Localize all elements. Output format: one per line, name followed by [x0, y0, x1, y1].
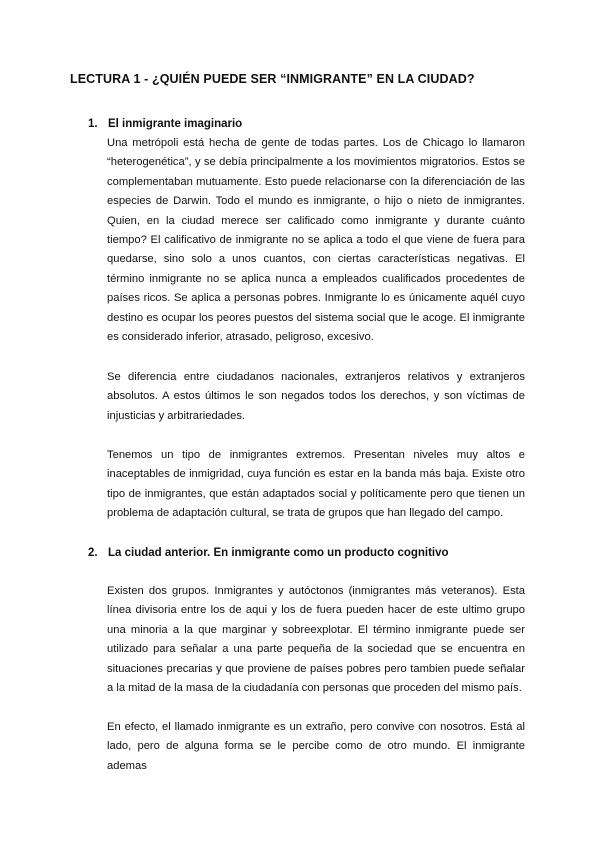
section-1-paragraph-2: Se diferencia entre ciudadanos nacionales, extranjeros relativos y extranjeros absolutos. A estos últimos le son negados todos los derechos, y son víctimas de injusticias y arbitrariedades. [107, 371, 525, 422]
section-2-number: 2. [88, 547, 98, 559]
section-1-heading [88, 118, 242, 130]
section-1-paragraph-3: Tenemos un tipo de inmigrantes extremos. Presentan niveles muy altos e inaceptables de inmigridad, cuya función es estar en la banda más baja. Existe otro tipo de inmigrantes, que están adaptados social y políticamente pero que tienen un problema de adaptación cultural, se trata de grupos que han llegado del campo. [107, 449, 525, 520]
section-1-number: 1. [88, 118, 98, 130]
section-2-paragraph-2: En efecto, el llamado inmigrante es un extraño, pero convive con nosotros. Está al lado, pero de alguna forma se le percibe como de otro mundo. El inmigrante ademas [107, 721, 525, 772]
document-title: LECTURA 1 - ¿QUIÉN PUEDE SER “INMIGRANTE” EN LA CIUDAD? [70, 72, 475, 86]
section-2-title: La ciudad anterior. En inmigrante como un producto cognitivo [108, 547, 449, 559]
section-2-paragraph-1: Existen dos grupos. Inmigrantes y autóctonos (inmigrantes más veteranos). Esta línea divisoria entre los de aqui y los de fuera pueden hacer de este ultimo grupo una minoria a la que marginar y sobreexplotar. El término inmigrante puede ser utilizado para señalar a una parte pequeña de la sociedad que se encuentra en situaciones precarias y que proviene de países pobres pero tambien puede señalar a la mitad de la masa de la ciudadanía con personas que proceden del mismo país. [107, 585, 525, 695]
section-2-heading [88, 547, 449, 559]
section-1-title: El inmigrante imaginario [108, 118, 243, 130]
section-1-paragraph-1: Una metrópoli está hecha de gente de todas partes. Los de Chicago lo llamaron “heterogenética”, y se debía principalmente a los movimientos migratorios. Estos se complementaban mutuamente. Esto puede relacionarse con la diferenciación de las especies de Darwin. Todo el mundo es inmigrante, o hijo o nieto de inmigrantes. Quien, en la ciudad merece ser calificado como inmigrante y durante cuánto tiempo? El calificativo de inmigrante no se aplica a todo el que viene de fuera para quedarse, sino solo a unos cuantos, con ciertas características negativas. El término inmigrante no se aplica nunca a empleados cualificados procedentes de países ricos. Se aplica a personas pobres. Inmigrante lo es únicamente aquél cuyo destino es ocupar los peores puestos del sistema social que le acoge. El inmigrante es considerado inferior, atrasado, peligroso, excesivo. [107, 137, 525, 344]
